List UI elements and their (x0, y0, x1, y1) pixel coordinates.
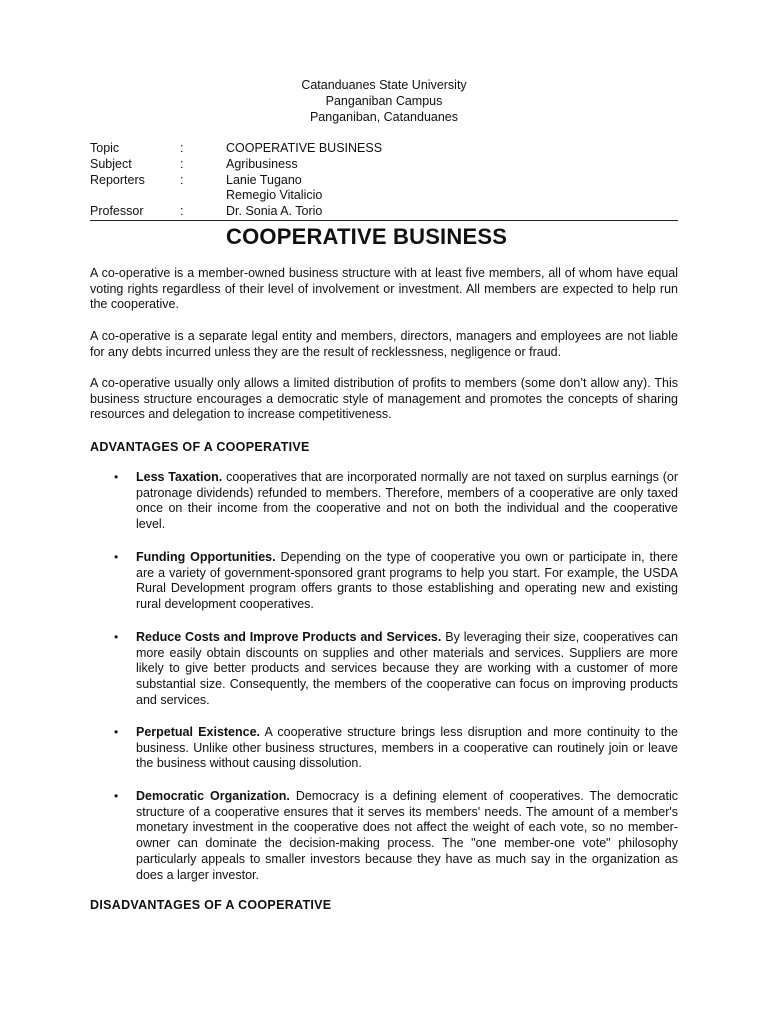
advantage-lead: Democratic Organization. (136, 789, 290, 803)
advantage-item-less-taxation (114, 470, 678, 533)
info-value: Agribusiness (226, 156, 298, 171)
info-colon: : (180, 141, 184, 155)
info-key: Subject (90, 156, 132, 171)
bullet-icon: • (114, 470, 119, 484)
info-value: Dr. Sonia A. Torio (226, 204, 323, 219)
info-row-reporter-2 (90, 188, 680, 204)
info-row-topic (90, 141, 680, 157)
intro-paragraph-1: A co-operative is a member-owned business structure with at least five members, all of whom have equal voting rights regardless of their level of involvement or investment. All members are expected to help run the cooperative. (90, 266, 678, 312)
header-divider (90, 220, 678, 221)
advantage-lead: Reduce Costs and Improve Products and Services. (136, 630, 442, 644)
info-row-reporters (90, 173, 680, 189)
document-title: COOPERATIVE BUSINESS (226, 224, 508, 249)
bullet-icon: • (114, 630, 119, 644)
report-info-table (90, 141, 680, 220)
university-name: Catanduanes State University (301, 78, 467, 92)
disadvantages-heading: DISADVANTAGES OF A COOPERATIVE (90, 898, 332, 912)
bullet-icon: • (114, 789, 119, 803)
info-colon: : (180, 156, 184, 171)
intro-paragraph-3: A co-operative usually only allows a limited distribution of profits to members (some don’t allow any). This business structure encourages a democratic style of management and promotes the concepts of sharing resources and delegation to increase competitiveness. (90, 376, 678, 422)
campus-name: Panganiban Campus (325, 94, 443, 108)
advantage-item-perpetual (114, 725, 679, 772)
info-value: Remegio Vitalicio (226, 188, 323, 203)
advantage-lead: Funding Opportunities. (136, 550, 276, 564)
info-row-subject (90, 157, 680, 173)
info-colon: : (180, 204, 184, 219)
info-colon (180, 188, 226, 204)
advantage-text: By leveraging their size, cooperatives can more easily obtain discounts on supplies and other materials and services. Suppliers are more likely to give better products and services because they are working with a customer of more substantial size. Consequently, the members of the cooperative can focus on improving products and services. (136, 630, 678, 707)
advantage-text: Democracy is a defining element of cooperatives. The democratic structure of a cooperative ensures that it serves its members' needs. The amount of a member's monetary investment in the cooperative does not affect the weight of each vote, so no member-owner can dominate the decision-making process. The "one member-one vote" philosophy particularly appeals to smaller investors because they have as much say in the organization as does a larger investor. (136, 789, 678, 882)
advantage-text: A cooperative structure brings less disruption and more continuity to the business. Unlike other business structures, members in a cooperative can routinely join or leave the business without causing dissolution. (136, 725, 679, 771)
intro-paragraph-2: A co-operative is a separate legal entity and members, directors, managers and employees are not liable for any debts incurred unless they are the result of recklessness, negligence or fraud. (90, 329, 678, 359)
info-value: Lanie Tugano (226, 172, 302, 187)
advantage-item-funding (114, 550, 679, 613)
advantage-lead: Perpetual Existence. (136, 725, 261, 739)
bullet-icon: • (114, 725, 119, 739)
advantage-item-democratic (114, 789, 678, 883)
info-value: COOPERATIVE BUSINESS (226, 141, 383, 155)
info-key: Professor (90, 204, 144, 219)
info-key: Topic (90, 141, 120, 155)
institution-header (0, 77, 768, 125)
advantage-text: Depending on the type of cooperative you own or participate in, there are a variety of government-sponsored grant programs to help you start. For example, the USDA Rural Development program offers grants to those establishing and operating new and existing rural development cooperatives. (136, 550, 679, 612)
advantage-text: cooperatives that are incorporated normally are not taxed on surplus earnings (or patronage dividends) refunded to members. Therefore, members of a cooperative are only taxed once on their income from the cooperative and not on both the individual and the cooperative level. (136, 470, 678, 532)
info-colon: : (180, 172, 184, 187)
advantage-item-reduce-costs (114, 630, 678, 709)
info-key: Reporters (90, 172, 145, 187)
bullet-icon: • (114, 550, 119, 564)
info-row-professor (90, 204, 680, 220)
advantages-heading: ADVANTAGES OF A COOPERATIVE (90, 440, 310, 454)
advantage-lead: Less Taxation. (136, 470, 223, 484)
campus-location: Panganiban, Catanduanes (309, 110, 459, 124)
info-key (90, 188, 180, 204)
